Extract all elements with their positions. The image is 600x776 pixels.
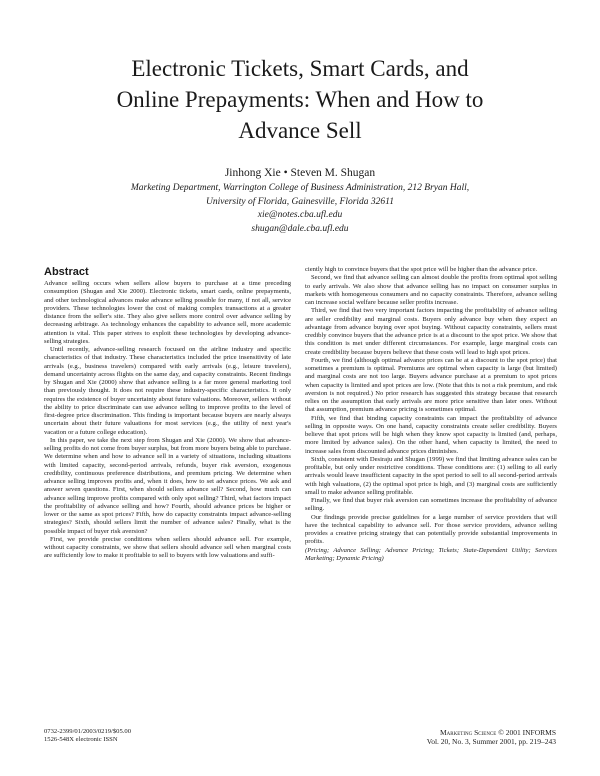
- paragraph: Fifth, we find that binding capacity constraints can impact the profitability of advance selling in opposite ways. On one hand, capacity constraints create seller credibility. Buyers believe that spot prices will be high when they know spot capacity is limited (and, perhaps, more limited by advance sales). On the other hand, when capacity is limited, the need to increase sales from discounted advance prices diminishes.: [305, 414, 557, 455]
- issn-line: 0732-2399/01/2003/0219/$05.00: [44, 728, 132, 735]
- affiliation: [60, 182, 540, 236]
- paper-title: [40, 53, 560, 146]
- issn-line: 1526-548X electronic ISSN: [44, 736, 118, 743]
- email-xie: xie@notes.cba.ufl.edu: [257, 210, 343, 220]
- issn-block: [44, 728, 131, 744]
- affiliation-line: Marketing Department, Warrington College of Business Administration, 212 Bryan Hall,: [130, 183, 470, 193]
- paragraph: Fourth, we find (although optimal advance prices can be at a discount to the spot price) that sometimes a premium is optimal. Premiums are optimal when capacity is large (but limited) and marginal costs are not too large. Buyers advance purchase at a premium to spot prices when capacity is limited and spot prices are low. (Note that this is not a risk premium, and risk aversion is not required.) No prior research has suggested this strategy because that research relies on the assumption that early arrivals are more price sensitive than later ones. Without that assumption, premium advance pricing is sometimes optimal.: [305, 356, 557, 414]
- keywords: (Pricing; Advance Selling; Advance Pricing; Tickets; State-Dependent Utility; Services Marketing; Dynamic Pricing): [305, 546, 557, 562]
- paragraph: Our findings provide precise guidelines for a large number of service providers that will have the technical capability to advance sell. For those service providers, advance selling provides a creative pricing strategy that can potentially provide substantial improvements in profits.: [305, 513, 557, 546]
- copyright-line: Marketing Science © 2001 INFORMS: [440, 728, 556, 737]
- title-line: Online Prepayments: When and How to: [116, 87, 484, 112]
- affiliation-line: University of Florida, Gainesville, Florida 32611: [206, 196, 394, 207]
- paragraph: In this paper, we take the next step from Shugan and Xie (2000). We show that advance-selling profits do not come from buyer surplus, but from more buyers being able to purchase. We determine when and how to advance sell in a variety of situations, including situations with limited capacity, second-period arrivals, refunds, buyer risk aversion, exogenous credibility, continuous preference distributions, and premium pricing. We determine when advance selling improves profits and, when it does, how to set advance prices. We ask and answer seven questions. First, when should sellers advance sell? Second, how much can advance selling improve profits compared with only spot selling? Third, what factors impact the profitability of advance selling and how? Fourth, should advance prices be higher or lower or the same as spot prices? Fifth, how do capacity constraints impact advance-selling strategies? Sixth, should sellers limit the number of advance sales? Finally, what is the possible impact of buyer risk aversion?: [44, 436, 291, 535]
- journal-citation: [427, 728, 556, 746]
- title-line: Advance Sell: [238, 118, 362, 143]
- paragraph: Third, we find that two very important factors impacting the profitability of advance selling are seller credibility and marginal costs. Buyers only advance buy when they expect an advantage from advance buying over spot buying. Without capacity constraints, sellers must credibly convince buyers that the advance price is at a discount to the spot price. We show that this condition is met under different circumstances. For example, large marginal costs can create credibility because buyers believe that these costs will lead to high spot prices.: [305, 307, 557, 356]
- paragraph: Sixth, consistent with Desiraju and Shugan (1999) we find that limiting advance sales can be profitable, but only under restrictive conditions. These conditions are: (1) selling to all early arrivals would leave insufficient capacity in the spot period to sell to all second-period arrivals with high valuations, (2) the optimal spot price is high, and (3) marginal costs are sufficiently small to make advance selling profitable.: [305, 455, 557, 496]
- citation-line: Vol. 20, No. 3, Summer 2001, pp. 219–243: [426, 737, 556, 746]
- left-column: [44, 266, 291, 561]
- email-shugan: shugan@dale.cba.ufl.edu: [251, 223, 349, 234]
- paragraph: Advance selling occurs when sellers allow buyers to purchase at a time preceding consumption (Shugan and Xie 2000). Electronic tickets, smart cards, online prepayments, and other technological advances make advance selling possible for many, if not all, service providers. These technologies lower the cost of making complex transactions at a greater distance from the seller's site. They also give sellers more control over advance selling by decreasing arbitrage. As technology enhances the capability to advance sell, more academic attention is vital. This paper strives to exploit these technologies by developing advance-selling strategies.: [44, 280, 291, 345]
- paragraph: ciently high to convince buyers that the spot price will be higher than the advance price.: [305, 266, 538, 273]
- paragraph: Until recently, advance-selling research focused on the airline industry and specific characteristics of that industry. These characteristics included the price insensitivity of late arrivals (e.g., business travelers) compared with early arrivals (e.g., leisure travelers), demand uncertainty across flights on the same day, and capacity constraints. Recent findings by Shugan and Xie (2000) show that advance selling is a far more general marketing tool than previously thought. It does not require these industry-specific characteristics. It only requires the existence of buyer uncertainty about future valuations. Moreover, sellers without the ability to price discriminate can use advance selling to improve profits to the level of first-degree price discrimination. This finding is important because buyers are nearly always uncertain about their future valuations for most services (e.g., the utility of next year's vacation or a future college education).: [44, 346, 291, 436]
- abstract-heading: Abstract: [44, 266, 89, 278]
- paragraph: Finally, we find that buyer risk aversion can sometimes increase the profitability of advance selling.: [305, 497, 557, 513]
- authors: Jinhong Xie • Steven M. Shugan: [224, 167, 376, 179]
- title-line: Electronic Tickets, Smart Cards, and: [131, 56, 469, 81]
- paragraph: Second, we find that advance selling can almost double the profits from optimal spot selling to early arrivals. We also show that advance selling has no impact on consumer surplus in markets with homogeneous consumers and no capacity constraints. Therefore, advance selling can increase social welfare because seller profits increase.: [305, 274, 557, 306]
- right-column: [305, 266, 557, 563]
- paragraph: First, we provide precise conditions when sellers should advance sell. For example, without capacity constraints, we show that sellers should advance sell when marginal costs are sufficiently low to make it profitable to sell to buyers with low valuations and suffi-: [44, 535, 291, 560]
